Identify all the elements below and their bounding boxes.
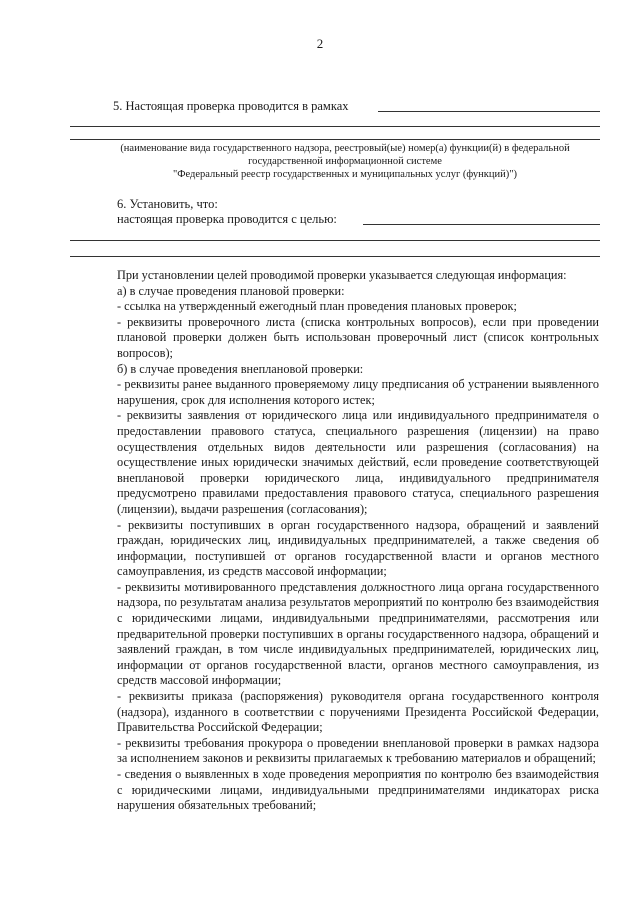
fill-line bbox=[70, 126, 600, 127]
caption-line: государственной информационной системе bbox=[248, 156, 442, 167]
paragraph: - сведения о выявленных в ходе проведения мероприятия по контролю без взаимодействия с юридическими лицами, индивидуальными предпринимателями индикаторах риска нарушения обязательных требований; bbox=[117, 767, 599, 813]
paragraph: При установлении целей проводимой проверки указывается следующая информация: bbox=[117, 268, 567, 282]
section6-heading: 6. Установить, что: bbox=[117, 197, 218, 211]
paragraph: - реквизиты приказа (распоряжения) руководителя органа государственного контроля (надзора), изданного в соответствии с поручениями Президента Российской Федерации, Правительства Российской Федерации; bbox=[117, 689, 599, 735]
section5-caption bbox=[95, 142, 595, 181]
paragraph: б) в случае проведения внеплановой проверки: bbox=[117, 361, 364, 376]
fill-line bbox=[378, 111, 600, 112]
paragraph: - реквизиты требования прокурора о проведении внеплановой проверки в рамках надзора за исполнением законов и реквизиты прилагаемых к требованию материалов и обращений; bbox=[117, 735, 599, 766]
fill-line bbox=[70, 256, 600, 257]
paragraph: - реквизиты проверочного листа (списка контрольных вопросов), если при проведении плановой проверки должен быть использован проверочный лист (список контрольных вопросов); bbox=[117, 314, 599, 360]
body-text bbox=[117, 268, 599, 814]
paragraph: - ссылка на утвержденный ежегодный план проведения плановых проверок; bbox=[117, 299, 517, 314]
fill-line bbox=[70, 139, 600, 140]
fill-line bbox=[363, 224, 600, 225]
caption-line: (наименование вида государственного надзора, реестровый(ые) номер(а) функции(й) в федеральной bbox=[120, 143, 570, 154]
paragraph: а) в случае проведения плановой проверки: bbox=[117, 283, 345, 298]
fill-line bbox=[70, 240, 600, 241]
paragraph: - реквизиты поступивших в орган государственного надзора, обращений и заявлений граждан, юридических лиц, индивидуальных предпринимателей, а также сведения об информации, поступившей от органов государственной власти и органов местного самоуправления, из средств массовой информации; bbox=[117, 517, 599, 579]
caption-line: "Федеральный реестр государственных и муниципальных услуг (функций)") bbox=[172, 169, 518, 180]
section6-purpose: настоящая проверка проводится с целью: bbox=[117, 212, 337, 226]
paragraph: - реквизиты заявления от юридического лица или индивидуального предпринимателя о предоставлении правового статуса, специального разрешения (лицензии) на право осуществления отдельных видов деятельности или разрешения (согласования) на осуществление иных юридически значимых действий, если проведение соответствующей внеплановой проверки юридического лица, индивидуального предпринимателя предусмотрено правилами предоставления правового статуса, специального разрешения (лицензии), выдачи разрешения (согласования); bbox=[117, 408, 599, 516]
page-number: 2 bbox=[316, 36, 324, 51]
paragraph: - реквизиты мотивированного представления должностного лица органа государственного надзора, по результатам анализа результатов мероприятий по контролю без взаимодействия с юридическими лицами, индивидуальными предпринимателями, рассмотрения или предварительной проверки поступивших в органы государственного надзора, обращений и заявлений граждан, в том числе индивидуальных предпринимателей, юридических лиц, информации от органов государственной власти, органов местного самоуправления, из средств массовой информации; bbox=[117, 579, 599, 688]
section5-text: 5. Настоящая проверка проводится в рамках bbox=[113, 99, 349, 113]
paragraph: - реквизиты ранее выданного проверяемому лицу предписания об устранении выявленного нарушения, срок для исполнения которого истек; bbox=[117, 377, 599, 407]
